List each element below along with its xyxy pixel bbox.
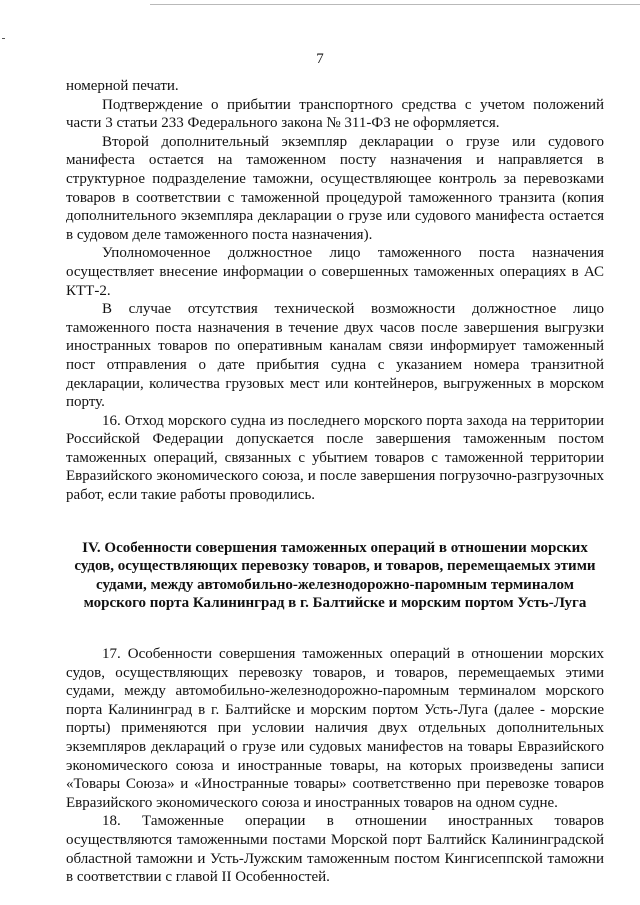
document-body <box>66 77 604 887</box>
top-scan-line <box>150 4 640 5</box>
paragraph-item-16: 16. Отход морского судна из последнего морского порта захода на территории Российской Федерации допускается после завершения таможенным постом таможенных операций, связанных с убытием товаров с таможенной территории Евразийского экономического союза, и после завершения погрузочно-разгрузочных работ, если такие работы проводились. <box>66 412 604 504</box>
margin-mark <box>2 38 5 39</box>
paragraph: Подтверждение о прибытии транспортного средства с учетом положений части 3 статьи 233 Федерального закона № 311-ФЗ не оформляется. <box>66 96 604 132</box>
section-heading-iv: IV. Особенности совершения таможенных операций в отношении морских судов, осуществляющих перевозку товаров, и товаров, перемещаемых этими судами, между автомобильно-железнодорожно-паромным терминалом морского порта Калининград в г. Балтийске и морским портом Усть-Луга <box>74 539 596 612</box>
paragraph: Уполномоченное должностное лицо таможенного поста назначения осуществляет внесение информации о совершенных таможенных операциях в АС КТТ-2. <box>66 245 604 299</box>
paragraph-item-17: 17. Особенности совершения таможенных операций в отношении морских судов, осуществляющих перевозку товаров, и товаров, перемещаемых этими судами, между автомобильно-железнодорожно-паромным терминалом морского порта Калининград в г. Балтийске и морским портом Усть-Луга (далее - морские порты) применяются при условии наличия двух отдельных дополнительных экземпляров деклараций о грузе или судовых манифестов на товары Евразийского экономического союза и иностранные товары, на которых произведены записи «Товары Союза» и «Иностранные товары» соответственно при перевозке товаров Евразийского экономического союза и иностранных товаров на одном судне. <box>66 646 604 811</box>
paragraph: В случае отсутствия технической возможности должностное лицо таможенного поста назначения в течение двух часов после завершения выгрузки иностранных товаров по оперативным каналам связи информирует таможенный пост отправления о дате прибытия судна с указанием номера транзитной декларации, количества грузовых мест или контейнеров, выгруженных в морском порту. <box>66 301 604 411</box>
paragraph: Второй дополнительный экземпляр декларации о грузе или судового манифеста остается на таможенном посту назначения и направляется в структурное подразделение таможни, осуществляющее контроль за перевозками товаров в соответствии с таможенной процедурой таможенного транзита (копия дополнительного экземпляра декларации о грузе или судового манифеста остается в судовом деле таможенного поста назначения). <box>66 133 604 243</box>
paragraph-item-18: 18. Таможенные операции в отношении иностранных товаров осуществляются таможенными постами Морской порт Балтийск Калининградской областной таможни и Усть-Лужским таможенным постом Кингисеппской таможни в соответствии с главой II Особенностей. <box>66 813 604 886</box>
page-number: 7 <box>316 51 324 67</box>
paragraph-continuation: номерной печати. <box>66 78 179 94</box>
